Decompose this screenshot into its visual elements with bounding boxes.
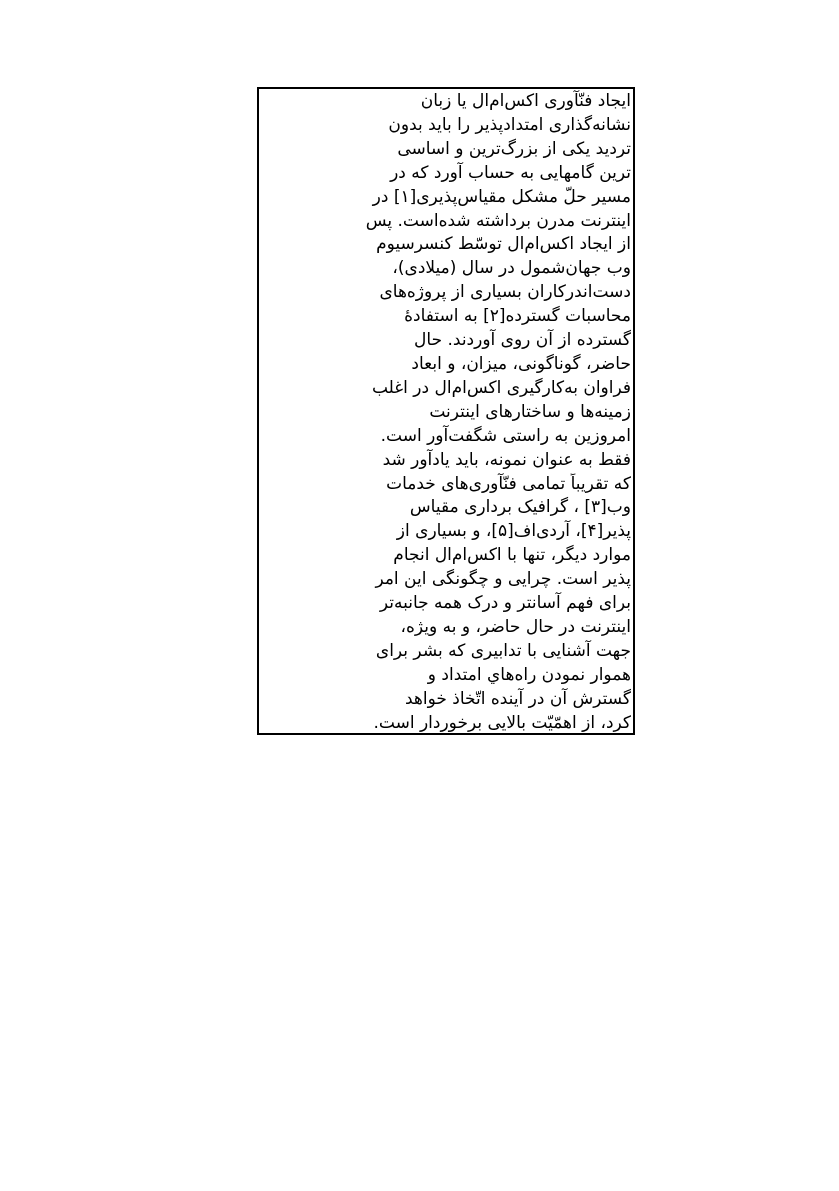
text-line: حاضر، گوناگونی، میزان، و ابعاد: [411, 353, 631, 374]
text-line: پذیر است. چرایی و چگونگی این امر: [375, 569, 631, 590]
text-line: وب[۳] ، گرافیک برداری مقیاس: [409, 497, 631, 518]
text-line: پذیر[۴]، آردی‌اف[۵]، و بسیاری از: [396, 521, 631, 542]
text-line: زمینه‌ها و ساختارهای اینترنت: [429, 401, 631, 422]
text-line: از ایجاد اکس‌ام‌ال توسّط کنسرسیوم: [376, 234, 631, 255]
text-line: گسترده از آن روی آوردند. حال: [414, 330, 631, 351]
text-line: محاسبات گسترده[۲] به استفادهٔ: [404, 306, 631, 327]
text-line: فراوان به‌کارگیری اکس‌ام‌ال در اغلب: [371, 377, 631, 398]
text-line: ایجاد فنّآوری اکس‌ام‌ال یا زبان: [420, 91, 631, 111]
text-line: دست‌اندرکاران بسیاری از پروژه‌های: [379, 282, 631, 303]
text-line: ترین گامهایی به حساب آورد که در: [390, 162, 631, 183]
text-line: که تقریباً تمامی فنّآوری‌های خدمات: [386, 473, 631, 494]
text-line: اینترنت مدرن برداشته شده‌است. پس: [365, 210, 631, 231]
text-line: تردید یکی از بزرگ‌ترین و اساسی: [397, 138, 631, 159]
text-line: برای فهم آسانتر و درک همه جانبه‌تر: [379, 593, 631, 614]
text-line: هموار نمودن راه‌هاي امتداد و: [427, 664, 631, 685]
text-line: گسترش آن در آینده اتّخاذ خواهد: [404, 688, 631, 709]
text-line: وب جهان‌شمول در سال (میلادی)،: [392, 258, 631, 279]
text-line: موارد دیگر، تنها با اکس‌ام‌ال انجام: [393, 545, 631, 566]
text-line: امروزین به راستی شگفت‌آور است.: [380, 425, 631, 446]
text-line: فقط به عنوان نمونه، باید یادآور شد: [382, 449, 631, 470]
text-line: کرد، از اهمّیّت بالایی برخوردار است.: [373, 712, 631, 733]
text-line: نشانه‌گذاری امتدادپذیر را باید بدون: [388, 114, 631, 135]
text-line: جهت آشنایی با تدابیری که بشر برای: [375, 640, 631, 661]
text-line: مسیر حلّ مشکل مقیاس‌پذیری[۱] در: [372, 186, 631, 207]
paragraph: [261, 90, 631, 735]
text-box: [257, 87, 635, 735]
text-line: اینترنت در حال حاضر، و به ویژه،: [400, 616, 631, 637]
